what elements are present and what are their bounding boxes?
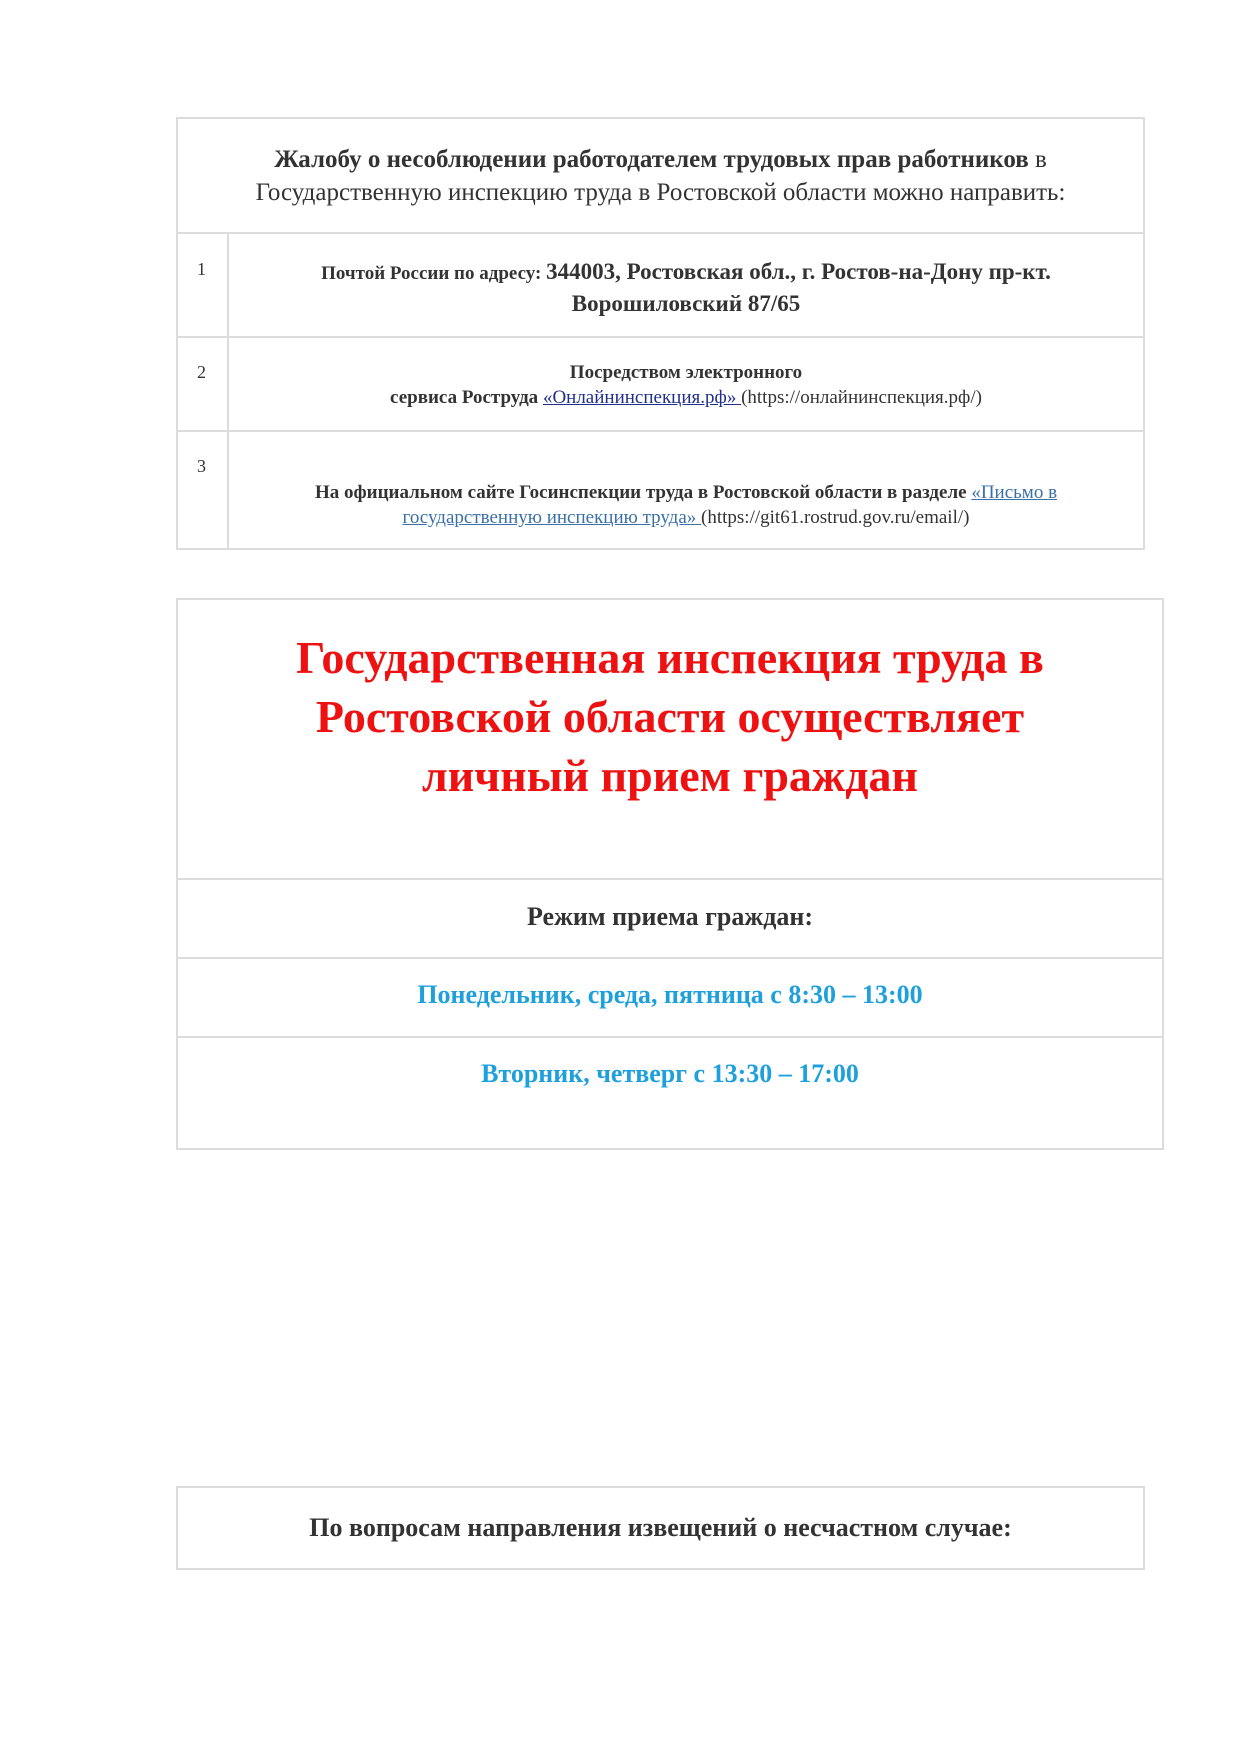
- row-number-1: 1: [197, 259, 206, 279]
- divider: [178, 430, 1143, 432]
- complaint-table-header: [178, 143, 1143, 209]
- divider: [178, 336, 1143, 338]
- row-number-2: 2: [197, 362, 206, 382]
- row-2-url: (https://онлайнинспекция.рф/): [741, 387, 982, 408]
- row-number-3: 3: [197, 456, 206, 476]
- row-2-line1: Посредством электронного: [569, 362, 803, 383]
- row-1-label: Почтой России по адресу:: [321, 263, 547, 284]
- divider: [178, 878, 1162, 880]
- accident-box: [176, 1486, 1145, 1570]
- complaint-row-2: [229, 360, 1143, 410]
- row-2-line2: [249, 385, 1123, 410]
- complaint-table: [176, 117, 1145, 550]
- divider: [178, 957, 1162, 959]
- complaint-row-1: [229, 257, 1143, 321]
- schedule-heading: Режим приема граждан:: [526, 902, 814, 931]
- email-letter-link[interactable]: «Письмо в государственную инспекцию труда»: [402, 482, 1058, 528]
- complaint-header-text: в Государственную инспекцию труда в Ростовской области можно направить:: [255, 146, 1066, 206]
- onlineinspection-link[interactable]: «Онлайнинспекция.рф»: [542, 387, 742, 408]
- divider: [178, 1036, 1162, 1038]
- complaint-row-3: [229, 480, 1143, 530]
- row-3-label: На официальном сайте Госинспекции труда в Ростовской области в разделе: [314, 482, 972, 503]
- complaint-header-bold: Жалобу о несоблюдении работодателем трудовых прав работников: [274, 146, 1029, 173]
- schedule-mon-wed-fri: Понедельник, среда, пятница с 8:30 – 13:00: [417, 980, 923, 1009]
- schedule-tue-thu: Вторник, четверг с 13:30 – 17:00: [481, 1059, 859, 1088]
- reception-title: Государственная инспекция труда в Ростовской области осуществляет личный прием граждан: [296, 632, 1044, 801]
- reception-box: [176, 598, 1164, 1150]
- row-2-service-label: сервиса Роструда: [390, 387, 543, 408]
- row-1-address: 344003, Ростовская обл., г. Ростов-на-Дону пр-кт. Ворошиловский 87/65: [546, 259, 1051, 316]
- accident-heading: По вопросам направления извещений о несчастном случае:: [309, 1513, 1012, 1542]
- row-3-url: (https://git61.rostrud.gov.ru/email/): [701, 507, 970, 528]
- divider: [178, 232, 1143, 234]
